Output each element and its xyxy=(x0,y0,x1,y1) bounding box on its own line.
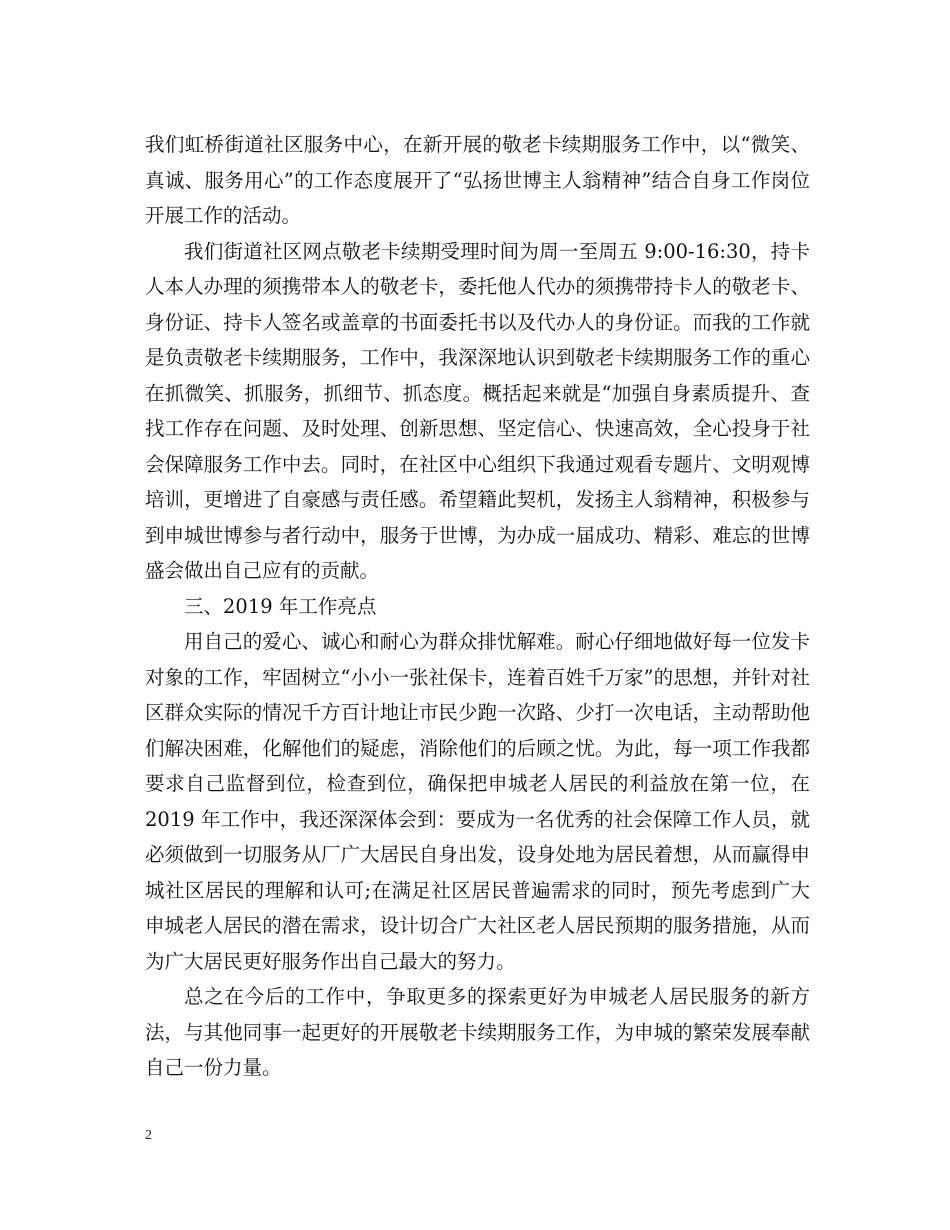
paragraph-highlights: 用自己的爱心、诚心和耐心为群众排忧解难。耐心仔细地做好每一位发卡对象的工作，牢固树立“小小一张社保卡，连着百姓千万家”的思想，并针对社区群众实际的情况千方百计地让市民少跑一次路、少打一次电话，主动帮助他们解决困难，化解他们的疑虑，消除他们的后顾之忧。为此，每一项工作我都要求自己监督到位，检查到位，确保把申城老人居民的利益放在第一位，在 2019 年工作中，我还深深体会到：要成为一名优秀的社会保障工作人员，就必须做到一切服务从厂广大居民自身出发，设身处地为居民着想，从而赢得申城社区居民的理解和认可;在满足社区居民普遍需求的同时，预先考虑到广大申城老人居民的潜在需求，设计切合广大社区老人居民预期的服务措施，从而为广大居民更好服务作出自己最大的努力。 xyxy=(145,630,810,973)
page-number: 2 xyxy=(145,1128,152,1143)
document-body xyxy=(145,127,810,1086)
paragraph-service-hours: 我们街道社区网点敬老卡续期受理时间为周一至周五 9:00-16:30，持卡人本人办理的须携带本人的敬老卡，委托他人代办的须携带持卡人的敬老卡、身份证、持卡人签名或盖章的书面委托书以及代办人的身份证。而我的工作就是负责敬老卡续期服务，工作中，我深深地认识到敬老卡续期服务工作的重心在抓微笑、抓服务，抓细节、抓态度。概括起来就是“加强自身素质提升、查找工作存在问题、及时处理、创新思想、坚定信心、快速高效，全心投身于社会保障服务工作中去。同时，在社区中心组织下我通过观看专题片、文明观博培训，更增进了自豪感与责任感。希望籍此契机，发扬主人翁精神，积极参与到申城世博参与者行动中，服务于世博，为办成一届成功、精彩、难忘的世博盛会做出自己应有的贡献。 xyxy=(145,239,810,582)
paragraph-conclusion: 总之在今后的工作中，争取更多的探索更好为申城老人居民服务的新方法，与其他同事一起更好的开展敬老卡续期服务工作，为申城的繁荣发展奉献自己一份力量。 xyxy=(145,985,810,1079)
paragraph-intro: 我们虹桥街道社区服务中心，在新开展的敬老卡续期服务工作中，以“微笑、真诚、服务用心”的工作态度展开了“弘扬世博主人翁精神”结合自身工作岗位开展工作的活动。 xyxy=(145,133,810,227)
section-heading: 三、2019 年工作亮点 xyxy=(184,594,377,618)
